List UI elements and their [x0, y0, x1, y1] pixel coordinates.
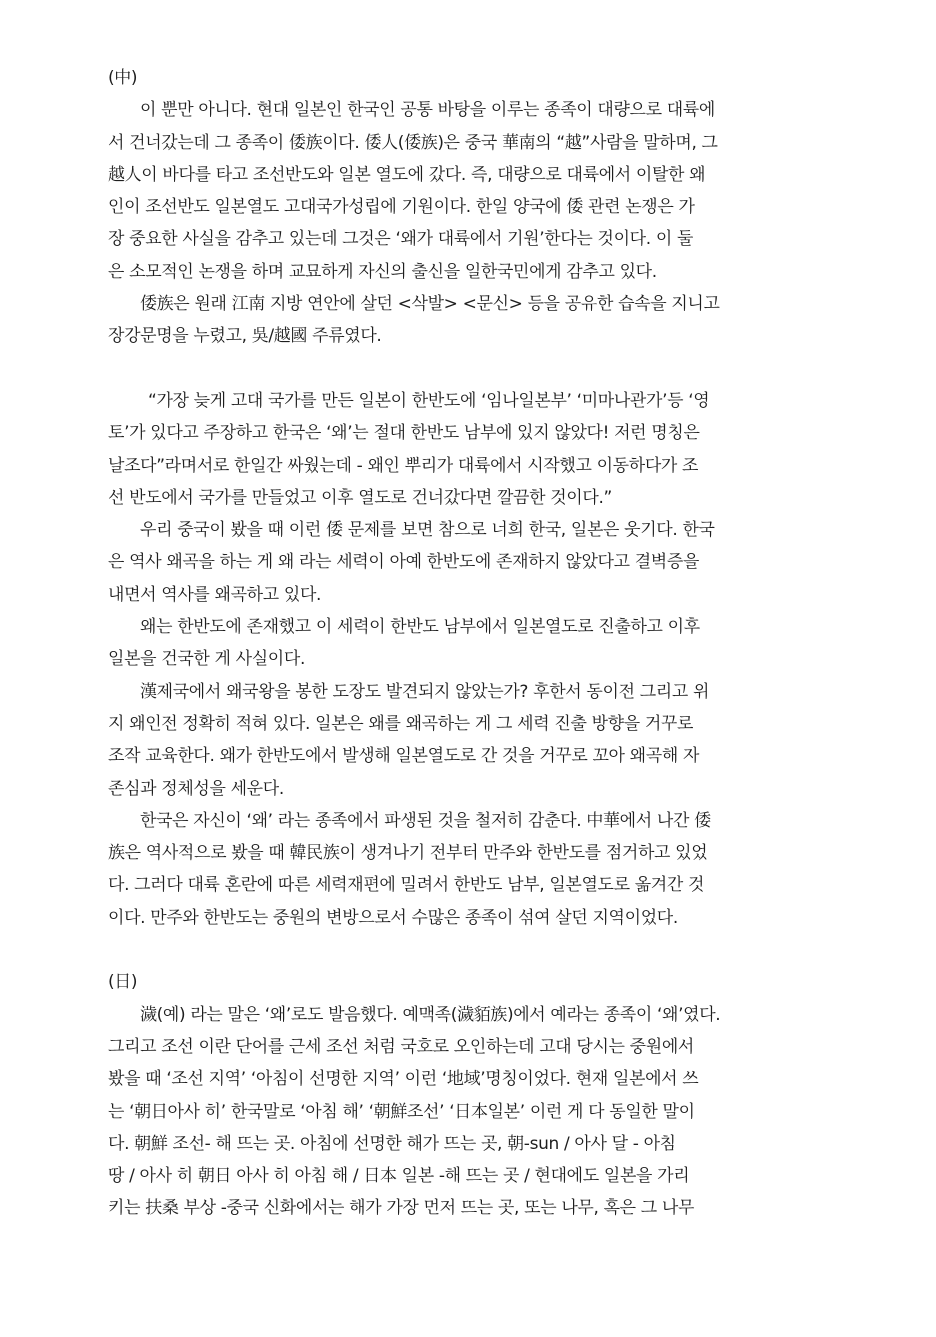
- paragraph-line: 서 건너갔는데 그 종족이 倭族이다. 倭人(倭族)은 중국 華南의 “越”사람을 말하며, 그: [108, 132, 718, 153]
- paragraph-line: 族은 역사적으로 봤을 때 韓民族이 생겨나기 전부터 만주와 한반도를 점거하고 있었: [108, 843, 708, 864]
- paragraph-line: 내면서 역사를 왜곡하고 있다.: [108, 584, 322, 605]
- paragraph-line: 존심과 정체성을 세운다.: [108, 778, 284, 799]
- paragraph-line: 그리고 조선 이란 단어를 근세 조선 처럼 국호로 오인하는데 고대 당시는 중원에서: [108, 1036, 694, 1057]
- paragraph-line: 이다. 만주와 한반도는 중원의 변방으로서 수많은 종족이 섞여 살던 지역이었다.: [108, 907, 678, 928]
- paragraph-line: 越人이 바다를 타고 조선반도와 일본 열도에 갔다. 즉, 대량으로 대륙에서 이탈한 왜: [108, 164, 706, 185]
- paragraph-line: 이 뿐만 아니다. 현대 일본인 한국인 공통 바탕을 이루는 종족이 대량으로 대륙에: [140, 100, 715, 121]
- blank-line: [108, 934, 828, 966]
- blank-line: [108, 353, 828, 385]
- paragraph-line: 倭族은 원래 江南 지방 연안에 살던 <삭발> <문신> 등을 공유한 습속을 지니고: [140, 294, 720, 315]
- quote-line: 토’가 있다고 주장하고 한국은 ‘왜’는 절대 한반도 남부에 있지 않았다! 저런 명칭은: [108, 423, 700, 444]
- quote-line: 선 반도에서 국가를 만들었고 이후 열도로 건너갔다면 깔끔한 것이다.”: [108, 487, 612, 508]
- paragraph-line: 키는 扶桑 부상 -중국 신화에서는 해가 가장 먼저 뜨는 곳, 또는 나무, 혹은 그 나무: [108, 1198, 695, 1219]
- paragraph-line: 조작 교육한다. 왜가 한반도에서 발생해 일본열도로 간 것을 거꾸로 꼬아 왜곡해 자: [108, 746, 700, 767]
- paragraph-line: 다. 朝鮮 조선- 해 뜨는 곳. 아침에 선명한 해가 뜨는 곳, 朝-sun / 아사 달 - 아침: [108, 1133, 676, 1154]
- paragraph-line: 일본을 건국한 게 사실이다.: [108, 649, 306, 670]
- paragraph-line: 는 ‘朝日아사 히’ 한국말로 ‘아침 해’ ‘朝鮮조선’ ‘日本일본’ 이런 게 다 동일한 말이: [108, 1101, 695, 1122]
- paragraph-line: 우리 중국이 봤을 때 이런 倭 문제를 보면 참으로 너희 한국, 일본은 웃기다. 한국: [140, 520, 715, 541]
- section-heading-china: (中): [108, 68, 138, 88]
- paragraph-line: 지 왜인전 정확히 적혀 있다. 일본은 왜를 왜곡하는 게 그 세력 진출 방향을 거꾸로: [108, 713, 694, 734]
- paragraph-line: 장강문명을 누렸고, 吳/越國 주류였다.: [108, 326, 382, 347]
- quote-line: “가장 늦게 고대 국가를 만든 일본이 한반도에 ‘임나일본부’ ‘미마나관가’등 ‘영: [148, 390, 710, 411]
- paragraph-line: 濊(예) 라는 말은 ‘왜’로도 발음했다. 예맥족(濊貊族)에서 예라는 종족이 ‘왜’였다.: [140, 1004, 721, 1025]
- quote-line: 날조다”라며서로 한일간 싸웠는데 - 왜인 뿌리가 대륙에서 시작했고 이동하다가 조: [108, 455, 699, 476]
- paragraph-line: 봤을 때 ‘조선 지역’ ‘아침이 선명한 지역’ 이런 ‘地域’명칭이었다. 현재 일본에서 쓰: [108, 1069, 699, 1090]
- paragraph-line: 漢제국에서 왜국왕을 봉한 도장도 발견되지 않았는가? 후한서 동이전 그리고 위: [140, 681, 710, 702]
- paragraph-line: 한국은 자신이 ‘왜’ 라는 종족에서 파생된 것을 철저히 감춘다. 中華에서 나간 倭: [140, 810, 711, 831]
- document-page: [108, 62, 828, 1225]
- paragraph-line: 땅 / 아사 히 朝日 아사 히 아침 해 / 日本 일본 -해 뜨는 곳 / 현대에도 일본을 가리: [108, 1166, 690, 1187]
- paragraph-line: 왜는 한반도에 존재했고 이 세력이 한반도 남부에서 일본열도로 진출하고 이후: [140, 617, 700, 638]
- paragraph-line: 인이 조선반도 일본열도 고대국가성립에 기원이다. 한일 양국에 倭 관련 논쟁은 가: [108, 197, 695, 218]
- paragraph-line: 다. 그러다 대륙 혼란에 따른 세력재편에 밀려서 한반도 남부, 일본열도로 옮겨간 것: [108, 875, 705, 896]
- paragraph-line: 은 역사 왜곡을 하는 게 왜 라는 세력이 아예 한반도에 존재하지 않았다고 결벽증을: [108, 552, 700, 573]
- paragraph-line: 은 소모적인 논쟁을 하며 교묘하게 자신의 출신을 일한국민에게 감추고 있다.: [108, 261, 657, 282]
- section-heading-japan: (日): [108, 972, 138, 993]
- paragraph-line: 장 중요한 사실을 감추고 있는데 그것은 ‘왜가 대륙에서 기원’한다는 것이다. 이 둘: [108, 229, 694, 250]
